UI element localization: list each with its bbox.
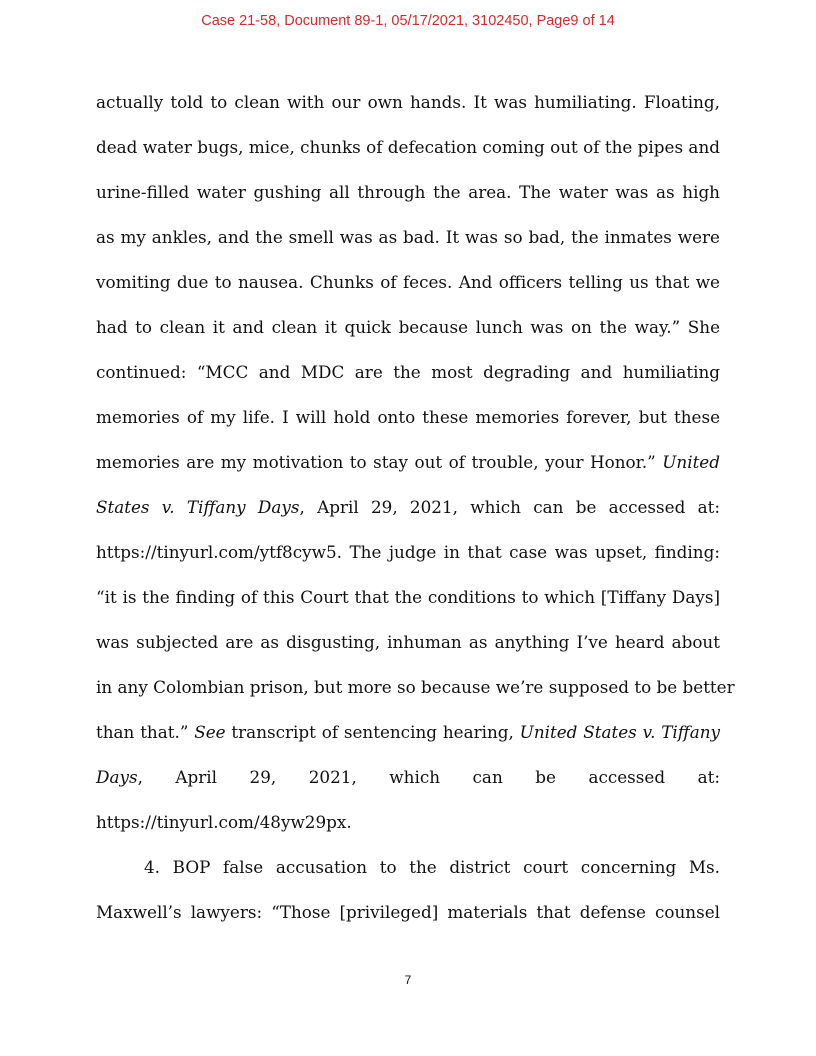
text-line: vomiting due to nausea. Chunks of feces. And officers telling us that we [96, 272, 720, 292]
text-line: https://tinyurl.com/ytf8cyw5. The judge in that case was upset, finding: [96, 542, 720, 562]
text-line [96, 710, 720, 755]
text-run: transcript of sentencing hearing, [225, 722, 520, 742]
text-run: memories are my motivation to stay out of trouble, your Honor.” [96, 452, 663, 472]
text-line: memories of my life. I will hold onto these memories forever, but these [96, 407, 720, 427]
text-line [96, 485, 720, 530]
text-run: , April 29, 2021, which can be accessed at: [137, 767, 720, 787]
case-name-italic: States v. Tiffany Days [96, 497, 300, 517]
text-line: in any Colombian prison, but more so because we’re supposed to be better [96, 677, 735, 697]
text-run: , April 29, 2021, which can be accessed at: [299, 497, 720, 517]
text-line: urine-filled water gushing all through the area. The water was as high [96, 182, 720, 202]
signal-italic: See [194, 722, 226, 742]
text-run: than that.” [96, 722, 195, 742]
case-header: Case 21-58, Document 89-1, 05/17/2021, 3102450, Page9 of 14 [201, 13, 615, 29]
numbered-paragraph-line: 4. BOP false accusation to the district court concerning Ms. [144, 857, 720, 877]
text-line: continued: “MCC and MDC are the most degrading and humiliating [96, 362, 720, 382]
text-line: https://tinyurl.com/48yw29px. [96, 812, 352, 832]
case-name-italic: Days [96, 767, 138, 787]
case-name-italic: United [662, 452, 720, 472]
text-line [96, 755, 720, 800]
body-text [96, 80, 735, 935]
page-number: 7 [404, 973, 412, 987]
text-line [96, 440, 720, 485]
text-line: was subjected are as disgusting, inhuman as anything I’ve heard about [96, 632, 720, 652]
text-line: as my ankles, and the smell was as bad. It was so bad, the inmates were [96, 227, 720, 247]
text-line: Maxwell’s lawyers: “Those [privileged] materials that defense counsel [96, 902, 720, 922]
text-line: “it is the finding of this Court that the conditions to which [Tiffany Days] [96, 587, 720, 607]
case-name-italic: United States v. Tiffany [519, 722, 720, 742]
text-line: dead water bugs, mice, chunks of defecation coming out of the pipes and [96, 137, 720, 157]
text-line: actually told to clean with our own hands. It was humiliating. Floating, [96, 92, 720, 112]
text-line: had to clean it and clean it quick because lunch was on the way.” She [96, 317, 720, 337]
